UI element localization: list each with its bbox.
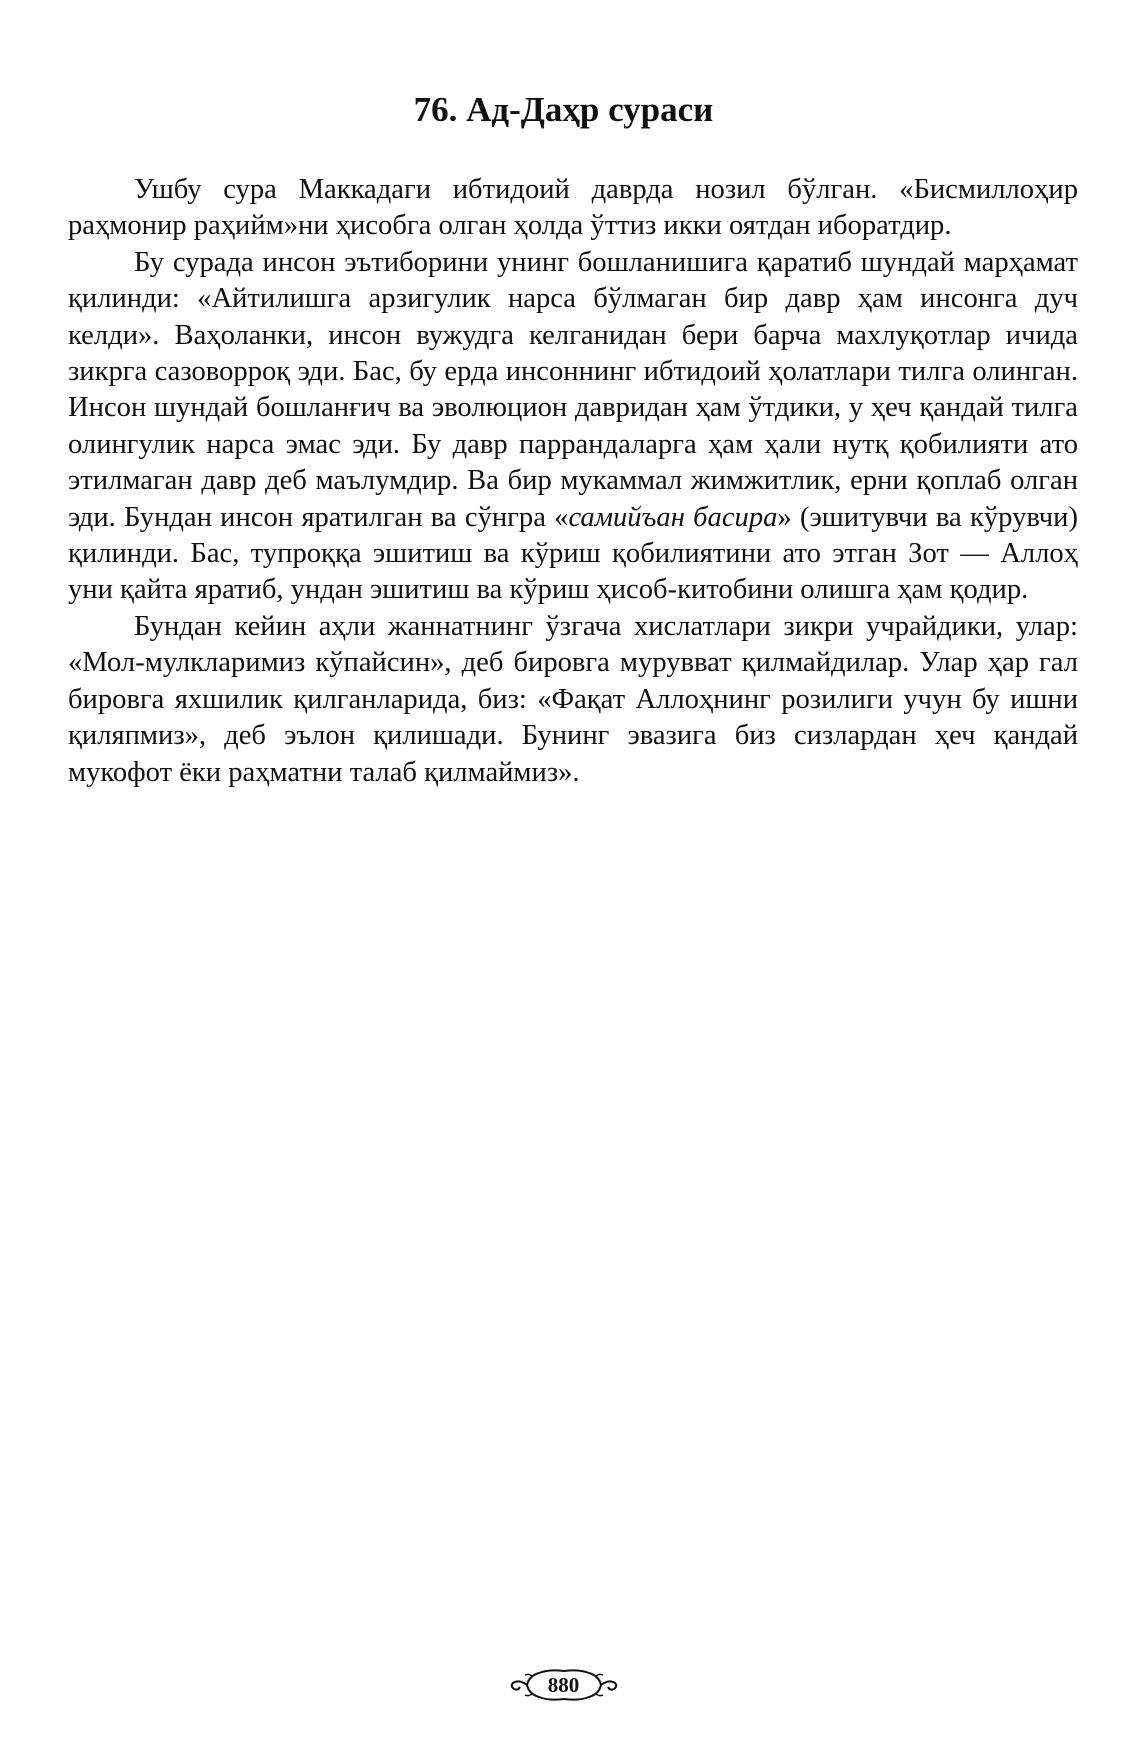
page-number-ornament [509, 1665, 619, 1705]
paragraph-text: » (эшитувчи ва кўрувчи) қилинди. Бас, тупроққа эшитиш ва кўриш қобилиятини ато этган Зот — Аллоҳ уни қайта яратиб, ундан эшитиш ва кўриш ҳисоб-китобини олишга ҳам қодир. [68, 501, 1078, 606]
paragraph [68, 609, 1078, 791]
paragraph [68, 245, 1078, 609]
paragraph-text: Бу сурада инсон эътиборини унинг бошланишига қаратиб шундай марҳамат қилинди: «Айтилишга арзигулик нарса бўлмаган бир давр ҳам инсонга дуч келди». Ваҳоланки, инсон вужудга келганидан бери барча махлуқотлар ичида зикрга сазоворроқ эди. Бас, бу ерда инсоннинг ибтидоий ҳолатлари тилга олинган. Инсон шундай бошланғич ва эволюцион давридан ҳам ўтдики, у ҳеч қандай тилга олингулик нарса эмас эди. Бу давр паррандаларга ҳам ҳали нутқ қобилияти ато этилмаган давр деб маълумдир. Ва бир мукаммал жимжитлик, ерни қоплаб олган эди. Бундан инсон яратилган ва сўнгра « [68, 246, 1078, 533]
paragraph-text: Ушбу сура Маккадаги ибтидоий даврда нозил бўлган. «Бисмиллоҳир раҳмонир раҳийм»ни ҳисобга олган ҳолда ўттиз икки оятдан иборатдир. [68, 174, 1078, 242]
paragraph [68, 172, 1078, 245]
body-text [68, 172, 1078, 791]
page-number: 880 [547, 1673, 580, 1697]
italic-term: самийъан басира [568, 501, 778, 533]
paragraph-text: Бундан кейин аҳли жаннатнинг ўзгача хислатлари зикри учрайдики, улар: «Мол-мулкларимиз кўпайсин», деб бировга мурувват қилмайдилар. Улар ҳар гал бировга яхшилик қилганларида, биз: «Фақат Аллоҳнинг розилиги учун бу ишни қиляпмиз», деб эълон қилишади. Бунинг эвазига биз сизлардан ҳеч қандай мукофот ёки раҳматни талаб қилмаймиз». [68, 610, 1078, 788]
page-number-footer [0, 1660, 1127, 1710]
chapter-title: 76. Ад-Даҳр сураси [413, 90, 714, 129]
